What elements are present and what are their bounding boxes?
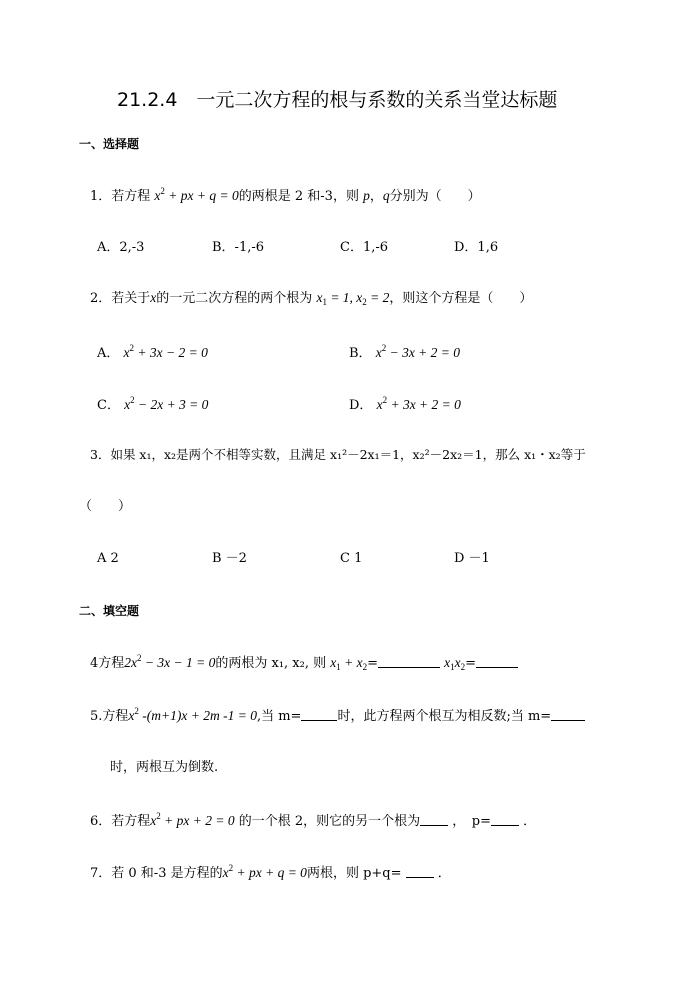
q5-equation: $x^2$ -(m+1)x + 2m -1 = 0 xyxy=(128,706,257,723)
q6-text-a: 的一个根 2，则它的另一个根为 xyxy=(238,814,421,829)
q2-option-b-eq: $x^2 - 3x + 2 = 0$ xyxy=(375,343,461,360)
q4-sum: $x_1 + x_2$ xyxy=(330,655,368,672)
q6-blank-root[interactable] xyxy=(420,813,448,826)
q1-equation: $x^2$ + px + q = 0 xyxy=(154,186,239,203)
question-5 xyxy=(90,707,585,726)
q2-option-c-label: C． xyxy=(97,398,120,413)
question-3: 3．如果 x₁，x₂是两个不相等实数，且满足 x₁²－2x₁＝1，x₂²－2x₂＝1，那么 x₁・x₂等于 xyxy=(90,447,586,462)
q3-option-d: D －1 xyxy=(454,551,490,566)
q4-prod: $x_1x_2$ xyxy=(444,655,466,672)
q6-number: 6．若方程 xyxy=(90,814,151,829)
q4-blank-product[interactable] xyxy=(476,655,518,668)
question-7 xyxy=(90,864,451,883)
q1-var-p: p xyxy=(363,188,370,203)
q1-text-a: 的两根是 2 和-3，则 xyxy=(238,189,359,204)
q5-blank-1[interactable] xyxy=(301,708,337,721)
q2-option-b xyxy=(349,344,460,363)
q7-text-b: ． xyxy=(437,866,451,881)
q2-option-c xyxy=(97,396,208,415)
section-heading-choice: 一、选择题 xyxy=(79,137,140,151)
q2-option-c-eq: $x^2 - 2x + 3 = 0$ xyxy=(124,395,209,412)
question-3-bracket: （ ） xyxy=(79,499,132,514)
q3-option-c: C 1 xyxy=(340,551,363,566)
q3-option-a: A 2 xyxy=(97,551,119,566)
q1-number: 1．若方程 xyxy=(90,189,151,204)
q2-option-a-label: A． xyxy=(97,346,120,361)
q5-text-a: ,当 m= xyxy=(256,709,302,724)
q7-number: 7．若 0 和-3 是方程的 xyxy=(90,866,223,881)
question-2 xyxy=(90,289,532,308)
q2-option-d-eq: $x^2 + 3x + 2 = 0$ xyxy=(376,395,461,412)
q4-equation: $2x^2 - 3x - 1 = 0$ xyxy=(124,653,216,670)
question-1 xyxy=(90,187,481,206)
q6-text-c: ． xyxy=(523,814,537,829)
q6-text-b: ， p= xyxy=(452,814,492,829)
q4-number: 4方程 xyxy=(90,656,125,671)
q2-option-a-eq: $x^2 + 3x - 2 = 0$ xyxy=(123,343,208,360)
q6-equation: $x^2$ + px + 2 = 0 xyxy=(150,811,235,828)
q7-blank[interactable] xyxy=(406,865,434,878)
q4-eqsign-1: = xyxy=(367,656,379,671)
q2-roots: $x_1 = 1$, $x_2 = 2$ xyxy=(316,290,390,307)
q1-var-q: q xyxy=(382,188,390,203)
q4-text-a: 的两根为 x₁, x₂, 则 xyxy=(215,656,327,671)
q4-blank-sum[interactable] xyxy=(378,655,440,668)
q5-text-b: 时，此方程两个根互为相反数;当 m= xyxy=(337,709,552,724)
q5-blank-2[interactable] xyxy=(551,708,585,721)
q2-option-a xyxy=(97,344,208,363)
q1-text-b: 分别为（ ） xyxy=(389,189,481,204)
question-5-continued: 时，两根互为倒数. xyxy=(110,760,219,775)
q7-equation: $x^2$ + px + q = 0 xyxy=(222,863,307,880)
q2-option-d xyxy=(349,396,461,415)
q6-blank-p[interactable] xyxy=(491,813,519,826)
q5-number: 5.方程 xyxy=(90,709,129,724)
q2-option-b-label: B． xyxy=(349,346,372,361)
page-title: 21.2.4 一元二次方程的根与系数的关系当堂达标题 xyxy=(117,89,558,111)
q1-option-d: D．1,6 xyxy=(454,240,499,255)
section-heading-fill: 二、填空题 xyxy=(79,604,140,618)
q2-var-x: x xyxy=(150,290,157,305)
q1-option-a: A．2,-3 xyxy=(97,240,145,255)
q2-text-c: ，则这个方程是（ ） xyxy=(389,291,533,306)
q4-eqsign-2: = xyxy=(465,656,477,671)
q2-text-b: 的一元二次方程的两个根为 xyxy=(156,291,313,306)
q2-option-d-label: D． xyxy=(349,398,373,413)
q1-sep: ， xyxy=(369,189,383,204)
q7-text-a: 两根，则 p+q= xyxy=(306,866,402,881)
q1-option-c: C．1,-6 xyxy=(340,240,389,255)
question-6 xyxy=(90,812,536,831)
question-4 xyxy=(90,654,518,673)
q3-option-b: B －2 xyxy=(212,551,247,566)
q1-option-b: B．-1,-6 xyxy=(212,240,265,255)
q2-text-a: 2．若关于 xyxy=(90,291,151,306)
